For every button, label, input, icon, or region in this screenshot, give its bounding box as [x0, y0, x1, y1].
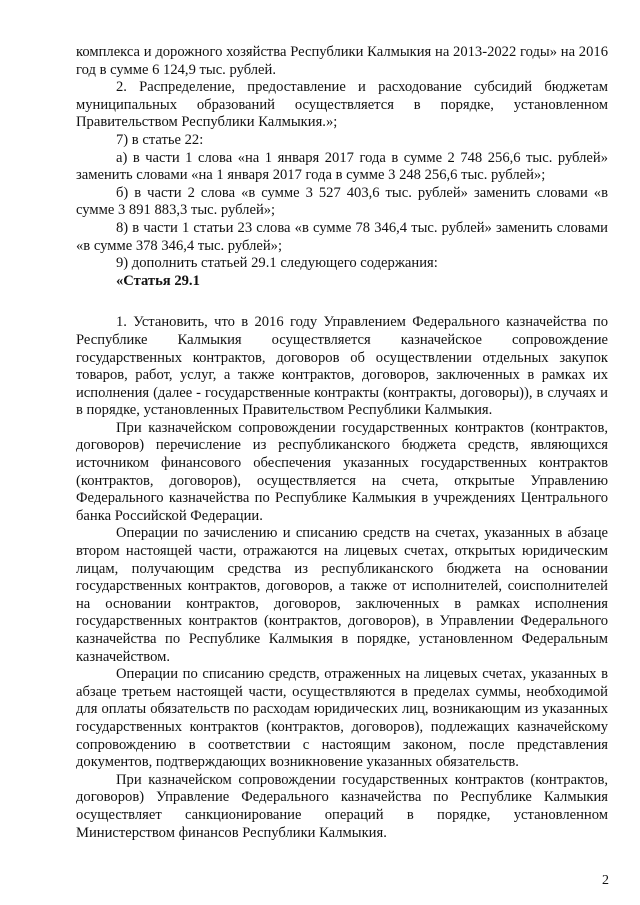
paragraph-continuation: комплекса и дорожного хозяйства Республики Калмыкия на 2013-2022 годы» на 2016 год в сумме 6 124,9 тыс. рублей.	[76, 44, 608, 78]
article-paragraph-3: Операции по зачислению и списанию средств на счетах, указанных в абзаце втором настоящей части, отражаются на лицевых счетах, открытых юридическим лицам, получающим средства из республиканского бюджета на основании государственных контрактов, договоров, а также от исполнителей, соисполнителей на основании контрактов, договоров, заключенных в рамках исполнения государственных контрактов (контрактов, договоров), в Управлении Федерального казначейства по Республике Калмыкия в порядке, установленном Федеральным казначейством.	[76, 525, 608, 665]
article-paragraph-4: Операции по списанию средств, отраженных на лицевых счетах, указанных в абзаце третьем настоящей части, осуществляются в пределах суммы, необходимой для оплаты обязательств по расходам юридических лиц, возникающим из указанных государственных контрактов (контрактов, договоров), подлежащих казначейскому сопровождению в соответствии с настоящим законом, после представления документов, подтверждающих возникновение указанных обязательств.	[76, 666, 608, 771]
article-paragraph-1: 1. Установить, что в 2016 году Управлением Федерального казначейства по Республике Калмыкия осуществляется казначейское сопровождение государственных контрактов, договоров об осуществлении отдельных закупок товаров, работ, услуг, а также контрактов, договоров, заключенных в рамках их исполнения (далее - государственные контракты (контракты, договоры)), в случаях и в порядке, установленных Правительством Республики Калмыкия.	[76, 314, 608, 419]
paragraph-item-9: 9) дополнить статьей 29.1 следующего содержания:	[116, 255, 438, 272]
paragraph-item-7: 7) в статье 22:	[116, 131, 204, 148]
section-spacer	[76, 290, 608, 314]
paragraph-item-7b: б) в части 2 слова «в сумме 3 527 403,6 тыс. рублей» заменить словами «в сумме 3 891 883,3 тыс. рублей»;	[76, 184, 608, 219]
paragraph-subsidies: 2. Распределение, предоставление и расходование субсидий бюджетам муниципальных образований осуществляется в порядке, установленном Правительством Республики Калмыкия.»;	[76, 79, 608, 131]
article-paragraph-2: При казначейском сопровождении государственных контрактов (контрактов, договоров) перечисление из республиканского бюджета средств, являющихся источником финансового обеспечения указанных государственных контрактов (контрактов, договоров), осуществляется на счета, открытые Управлению Федерального казначейства по Республике Калмыкия в учреждениях Центрального банка Российской Федерации.	[76, 419, 608, 524]
paragraph-item-7a: а) в части 1 слова «на 1 января 2017 года в сумме 2 748 256,6 тыс. рублей» заменить словами «на 1 января 2017 года в сумме 3 248 256,6 тыс. рублей»;	[76, 149, 608, 184]
document-body	[76, 44, 608, 842]
page-number: 2	[602, 873, 609, 888]
paragraph-item-8: 8) в части 1 статьи 23 слова «в сумме 78 346,4 тыс. рублей» заменить словами «в сумме 378 346,4 тыс. рублей»;	[76, 219, 608, 254]
article-paragraph-5: При казначейском сопровождении государственных контрактов (контрактов, договоров) Управление Федерального казначейства по Республике Калмыкия осуществляет санкционирование операций в порядке, установленном Министерством финансов Республики Калмыкия.	[76, 771, 608, 841]
article-title: «Статья 29.1	[116, 272, 200, 289]
